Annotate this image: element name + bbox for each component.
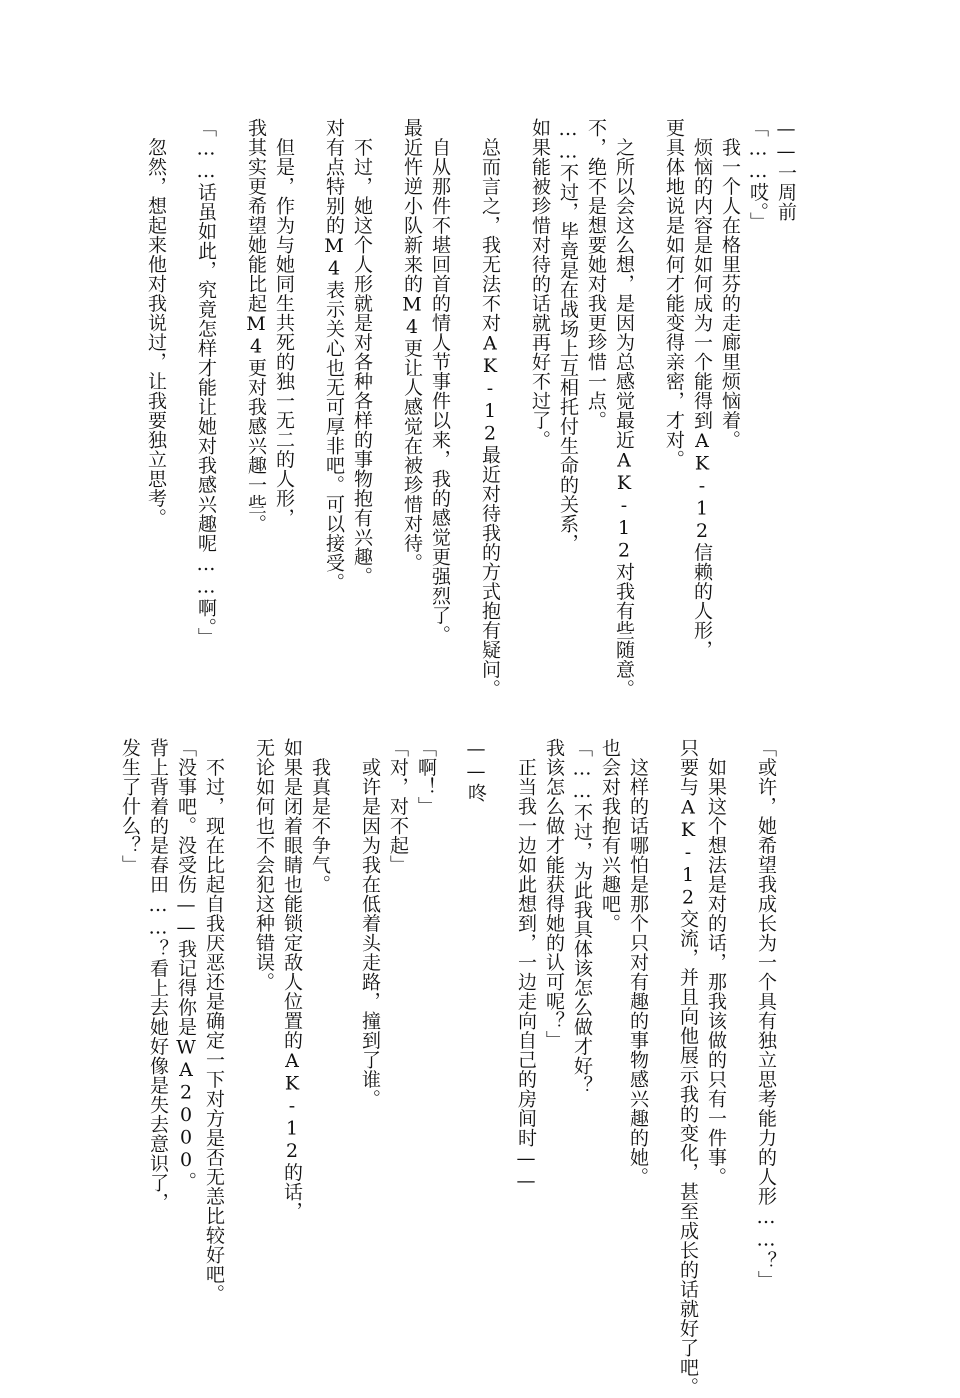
- paragraph-gap: [170, 118, 192, 678]
- text-column: 自从那件不堪回首的情人节事件以来，我的感觉更强烈了。: [429, 118, 451, 645]
- paragraph-gap: [504, 118, 526, 678]
- text-column: 我该怎么做才能获得她的认可呢？」: [543, 738, 565, 1050]
- text-column: 「对，对不起」: [387, 738, 409, 875]
- text-column: 忽然，想起来他对我说过，让我要独立思考。: [145, 118, 167, 528]
- text-column: ——咚: [465, 738, 487, 803]
- text-column: 之所以会这么想，是因为总感觉最近AK-12对我有些随意。: [613, 118, 635, 699]
- text-column: ……不过，毕竟是在战场上互相托付生命的关系，: [557, 118, 579, 553]
- bottom-text-block: [0, 738, 960, 1397]
- paragraph-gap: [376, 118, 398, 678]
- text-column: 对有点特别的M4表示关心也无可厚非吧。可以接受。: [323, 118, 345, 592]
- text-column: 如果能被珍惜对待的话就再好不过了。: [529, 118, 551, 450]
- text-column: 「……哎。」: [747, 118, 769, 232]
- text-column: 但是，作为与她同生共死的独一无二的人形，: [273, 118, 295, 528]
- text-column: 我其实更希望她能比起M4更对我感兴趣一些。: [245, 118, 267, 534]
- text-column: 如果这个想法是对的话，那我该做的只有一件事。: [705, 738, 727, 1187]
- text-column: 「或许，她希望我成长为一个具有独立思考能力的人形……？」: [755, 738, 777, 1290]
- paragraph-gap: [220, 118, 242, 678]
- text-column: 不过，她这个人形就是对各种各样的事物抱有兴趣。: [351, 118, 373, 586]
- paragraph-gap: [730, 738, 752, 1358]
- text-column: 最近忤逆小队新来的M4更让人感觉在被珍惜对待。: [401, 118, 423, 573]
- text-column: 不过，现在比起自我厌恶还是确定一下对方是否无恙比较好吧。: [203, 738, 225, 1304]
- text-column: ——一周前: [775, 118, 797, 222]
- text-column: 「啊！」: [415, 738, 437, 816]
- text-column: 「没事吧。没受伤——我记得你是WA2000。: [175, 738, 197, 1191]
- paragraph-gap: [228, 738, 250, 1358]
- text-column: 或许是因为我在低着头走路，撞到了谁。: [359, 738, 381, 1109]
- paragraph-gap: [652, 738, 674, 1358]
- text-column: 「……话虽如此，究竟怎样才能让她对我感兴趣呢……啊。」: [195, 118, 217, 647]
- text-column: 正当我一边如此想到，一边走向自己的房间时——: [515, 738, 537, 1193]
- text-column: 更具体地说是如何才能变得亲密，才对。: [663, 118, 685, 469]
- text-column: 这样的话哪怕是那个只对有趣的事物感兴趣的她。: [627, 738, 649, 1187]
- text-column: 发生了什么？」: [119, 738, 141, 875]
- text-column: 不，绝不是想要她对我更珍惜一点。: [585, 118, 607, 430]
- paragraph-gap: [334, 738, 356, 1358]
- text-column: 背上背着的是春田……？看上去她好像是失去意识了，: [147, 738, 169, 1212]
- paragraph-gap: [638, 118, 660, 678]
- paragraph-gap: [454, 118, 476, 678]
- text-column: 只要与AK-12交流，并且向他展示我的变化，甚至成长的话就好了吧。: [677, 738, 699, 1397]
- text-column: 我真是不争气。: [309, 738, 331, 894]
- paragraph-gap: [490, 738, 512, 1358]
- top-text-block: [0, 118, 960, 699]
- text-column: 我一个人在格里芬的走廊里烦恼着。: [719, 118, 741, 450]
- text-column: 如果是闭着眼睛也能锁定敌人位置的AK-12的话，: [281, 738, 303, 1221]
- text-column: 总而言之，我无法不对AK-12最近对待我的方式抱有疑问。: [479, 118, 501, 699]
- text-column: 也会对我抱有兴趣吧。: [599, 738, 621, 933]
- text-column: 烦恼的内容是如何成为一个能得到AK-12信赖的人形，: [691, 118, 713, 660]
- text-column: 无论如何也不会犯这种错误。: [253, 738, 275, 992]
- text-column: 「……不过，为此我具体该怎么做才好？: [571, 738, 593, 1095]
- paragraph-gap: [298, 118, 320, 678]
- paragraph-gap: [440, 738, 462, 1358]
